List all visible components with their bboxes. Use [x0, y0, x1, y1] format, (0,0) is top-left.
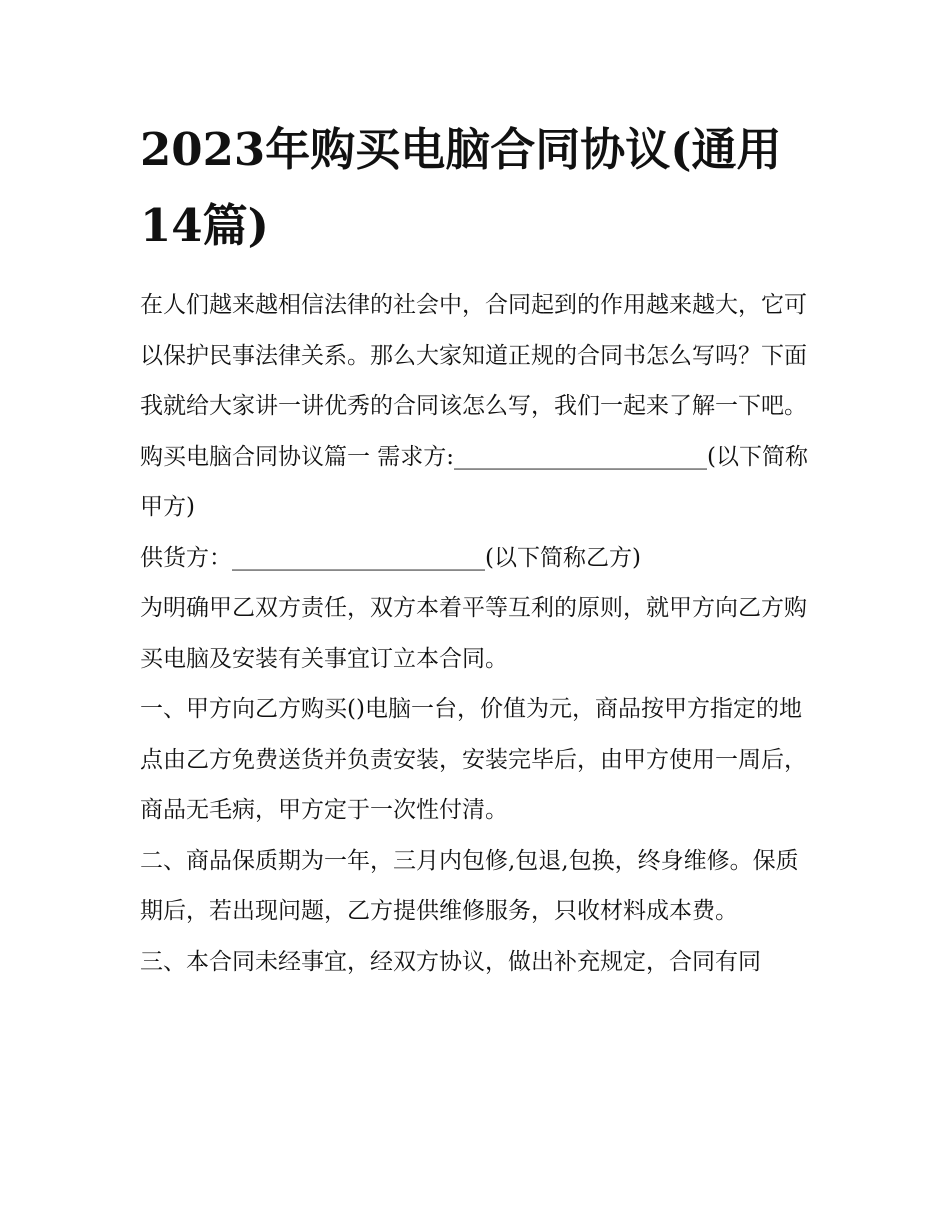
clause-2: 二、商品保质期为一年，三月内包修,包退,包换，终身维修。保质期后，若出现问题，乙方提供维修服务，只收材料成本费。 — [140, 847, 799, 924]
buyer-line: 购买电脑合同协议篇一 需求方:______________________(以下简称甲方) — [140, 443, 809, 520]
document-title: 2023年购买电脑合同协议(通用14篇) — [140, 123, 782, 252]
document-body — [140, 280, 812, 987]
clause-1: 一、甲方向乙方购买()电脑一台，价值为元，商品按甲方指定的地点由乙方免费送货并负责安装，安装完毕后，由甲方使用一周后，商品无毛病，甲方定于一次性付清。 — [140, 696, 807, 823]
clause-3: 三、本合同未经事宜，经双方协议，做出补充规定，合同有同 — [140, 948, 761, 975]
intro-paragraph: 在人们越来越相信法律的社会中，合同起到的作用越来越大，它可以保护民事法律关系。那么大家知道正规的合同书怎么写吗？下面我就给大家讲一讲优秀的合同该怎么写，我们一起来了解一下吧。 — [140, 292, 807, 419]
purpose-paragraph: 为明确甲乙双方责任，双方本着平等互利的原则，就甲方向乙方购买电脑及安装有关事宜订立本合同。 — [140, 595, 807, 672]
document-page — [140, 112, 812, 987]
supplier-line: 供货方：______________________(以下简称乙方) — [140, 544, 641, 571]
